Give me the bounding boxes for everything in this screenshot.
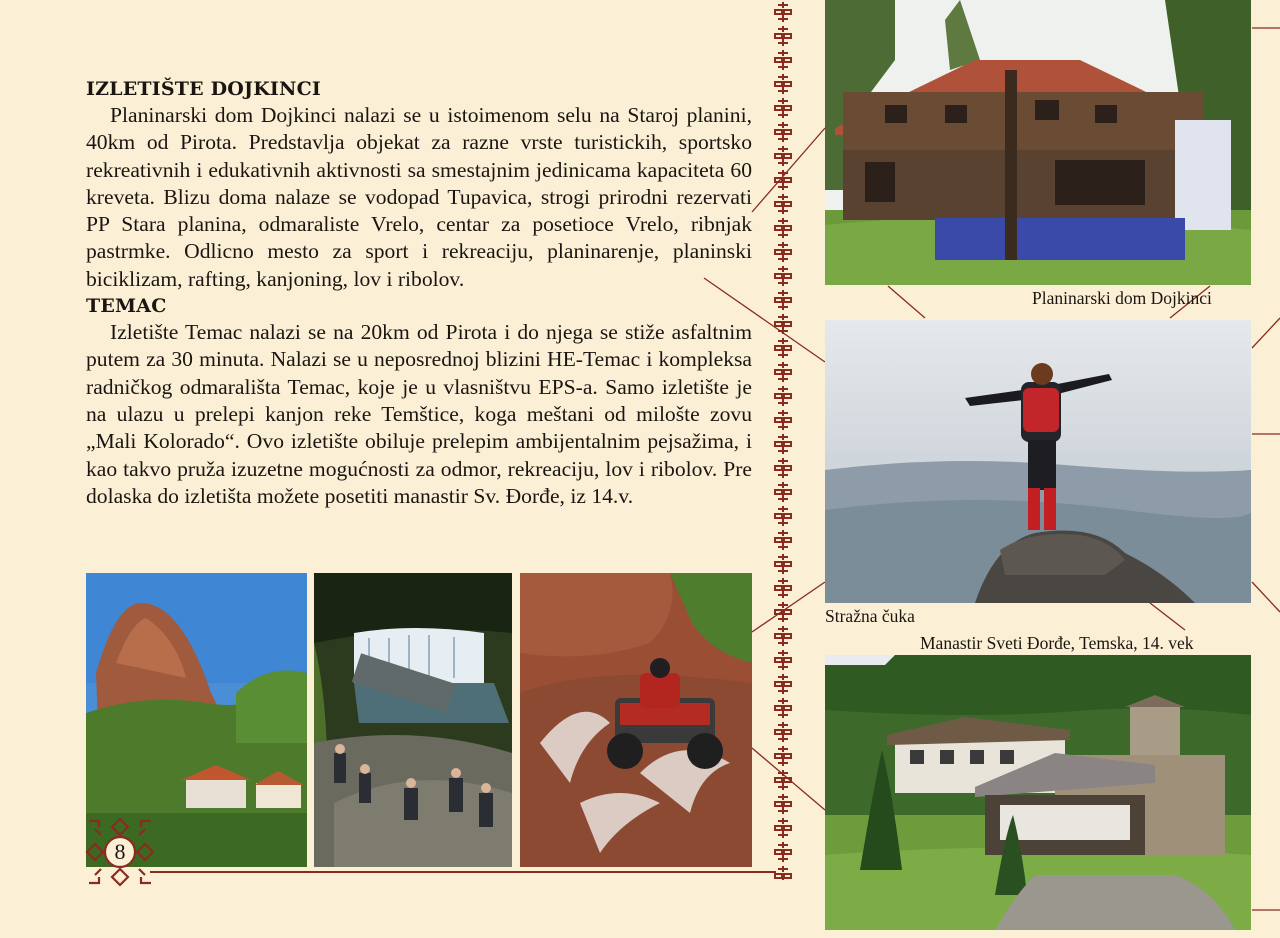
section-body-dojkinci: Planinarski dom Dojkinci nalazi se u istoimenom selu na Staroj planini, 40km od Pirota. Predstavlja objekat za razne vrste turistickih, sportsko rekreativnih i edukativnih aktivnosti sa smestajnim jedinicama kapaciteta 60 kreveta. Blizu doma nalaze se vodopad Tupavica, strogi prirodni rezervati PP Stara planina, odmaraliste Vrelo, centar za posetioce Vrelo, ribnjak pastrmke. Odlicno mesto za sport i rekreaciju, planinarenje, planinski biciklizam, rafting, kanjoning, lov i ribolov. xyxy=(86,103,752,291)
photo-kvad-blato xyxy=(520,573,752,867)
caption-strazna: Stražna čuka xyxy=(825,606,915,626)
section-body-temac: Izletište Temac nalazi se na 20km od Pirota i do njega se stiže asfaltnim putem za 30 minuta. Nalazi se u neposrednoj blizini HE-Temac i kompleksa radničkog odmarališta Temac, koje je u vlasništvu EPS-a. Samo izletište je na ulazu u prelepi kanjon reke Temštice, koga meštani od milošte zovu „Mali Kolorado“. Ovo izletište obiluje prelepim ambijentalnim pejsažima, i kao takvo pruža izuzetne mogućnosti za odmor, rekreaciju, lov i ribolov. Pre dolaska do izletišta možete posetiti manastir Sv. Đorđe, iz 14.v. xyxy=(86,320,752,508)
photo-manastir xyxy=(825,655,1251,930)
section-title-temac: TEMAC xyxy=(86,295,167,318)
section-title-dojkinci: IZLETIŠTE DOJKINCI xyxy=(86,78,321,100)
caption-manastir: Manastir Sveti Đorđe, Temska, 14. vek xyxy=(920,633,1194,653)
text-column xyxy=(86,76,752,510)
photo-vodopad xyxy=(314,573,512,867)
page-number: 8 xyxy=(114,839,126,864)
caption-dojkinci: Planinarski dom Dojkinci xyxy=(1032,288,1212,308)
ornament-band xyxy=(770,0,796,880)
photo-planinarski-dom xyxy=(825,0,1251,285)
photo-strazna-cuka xyxy=(825,320,1251,603)
bottom-rule xyxy=(150,871,776,873)
